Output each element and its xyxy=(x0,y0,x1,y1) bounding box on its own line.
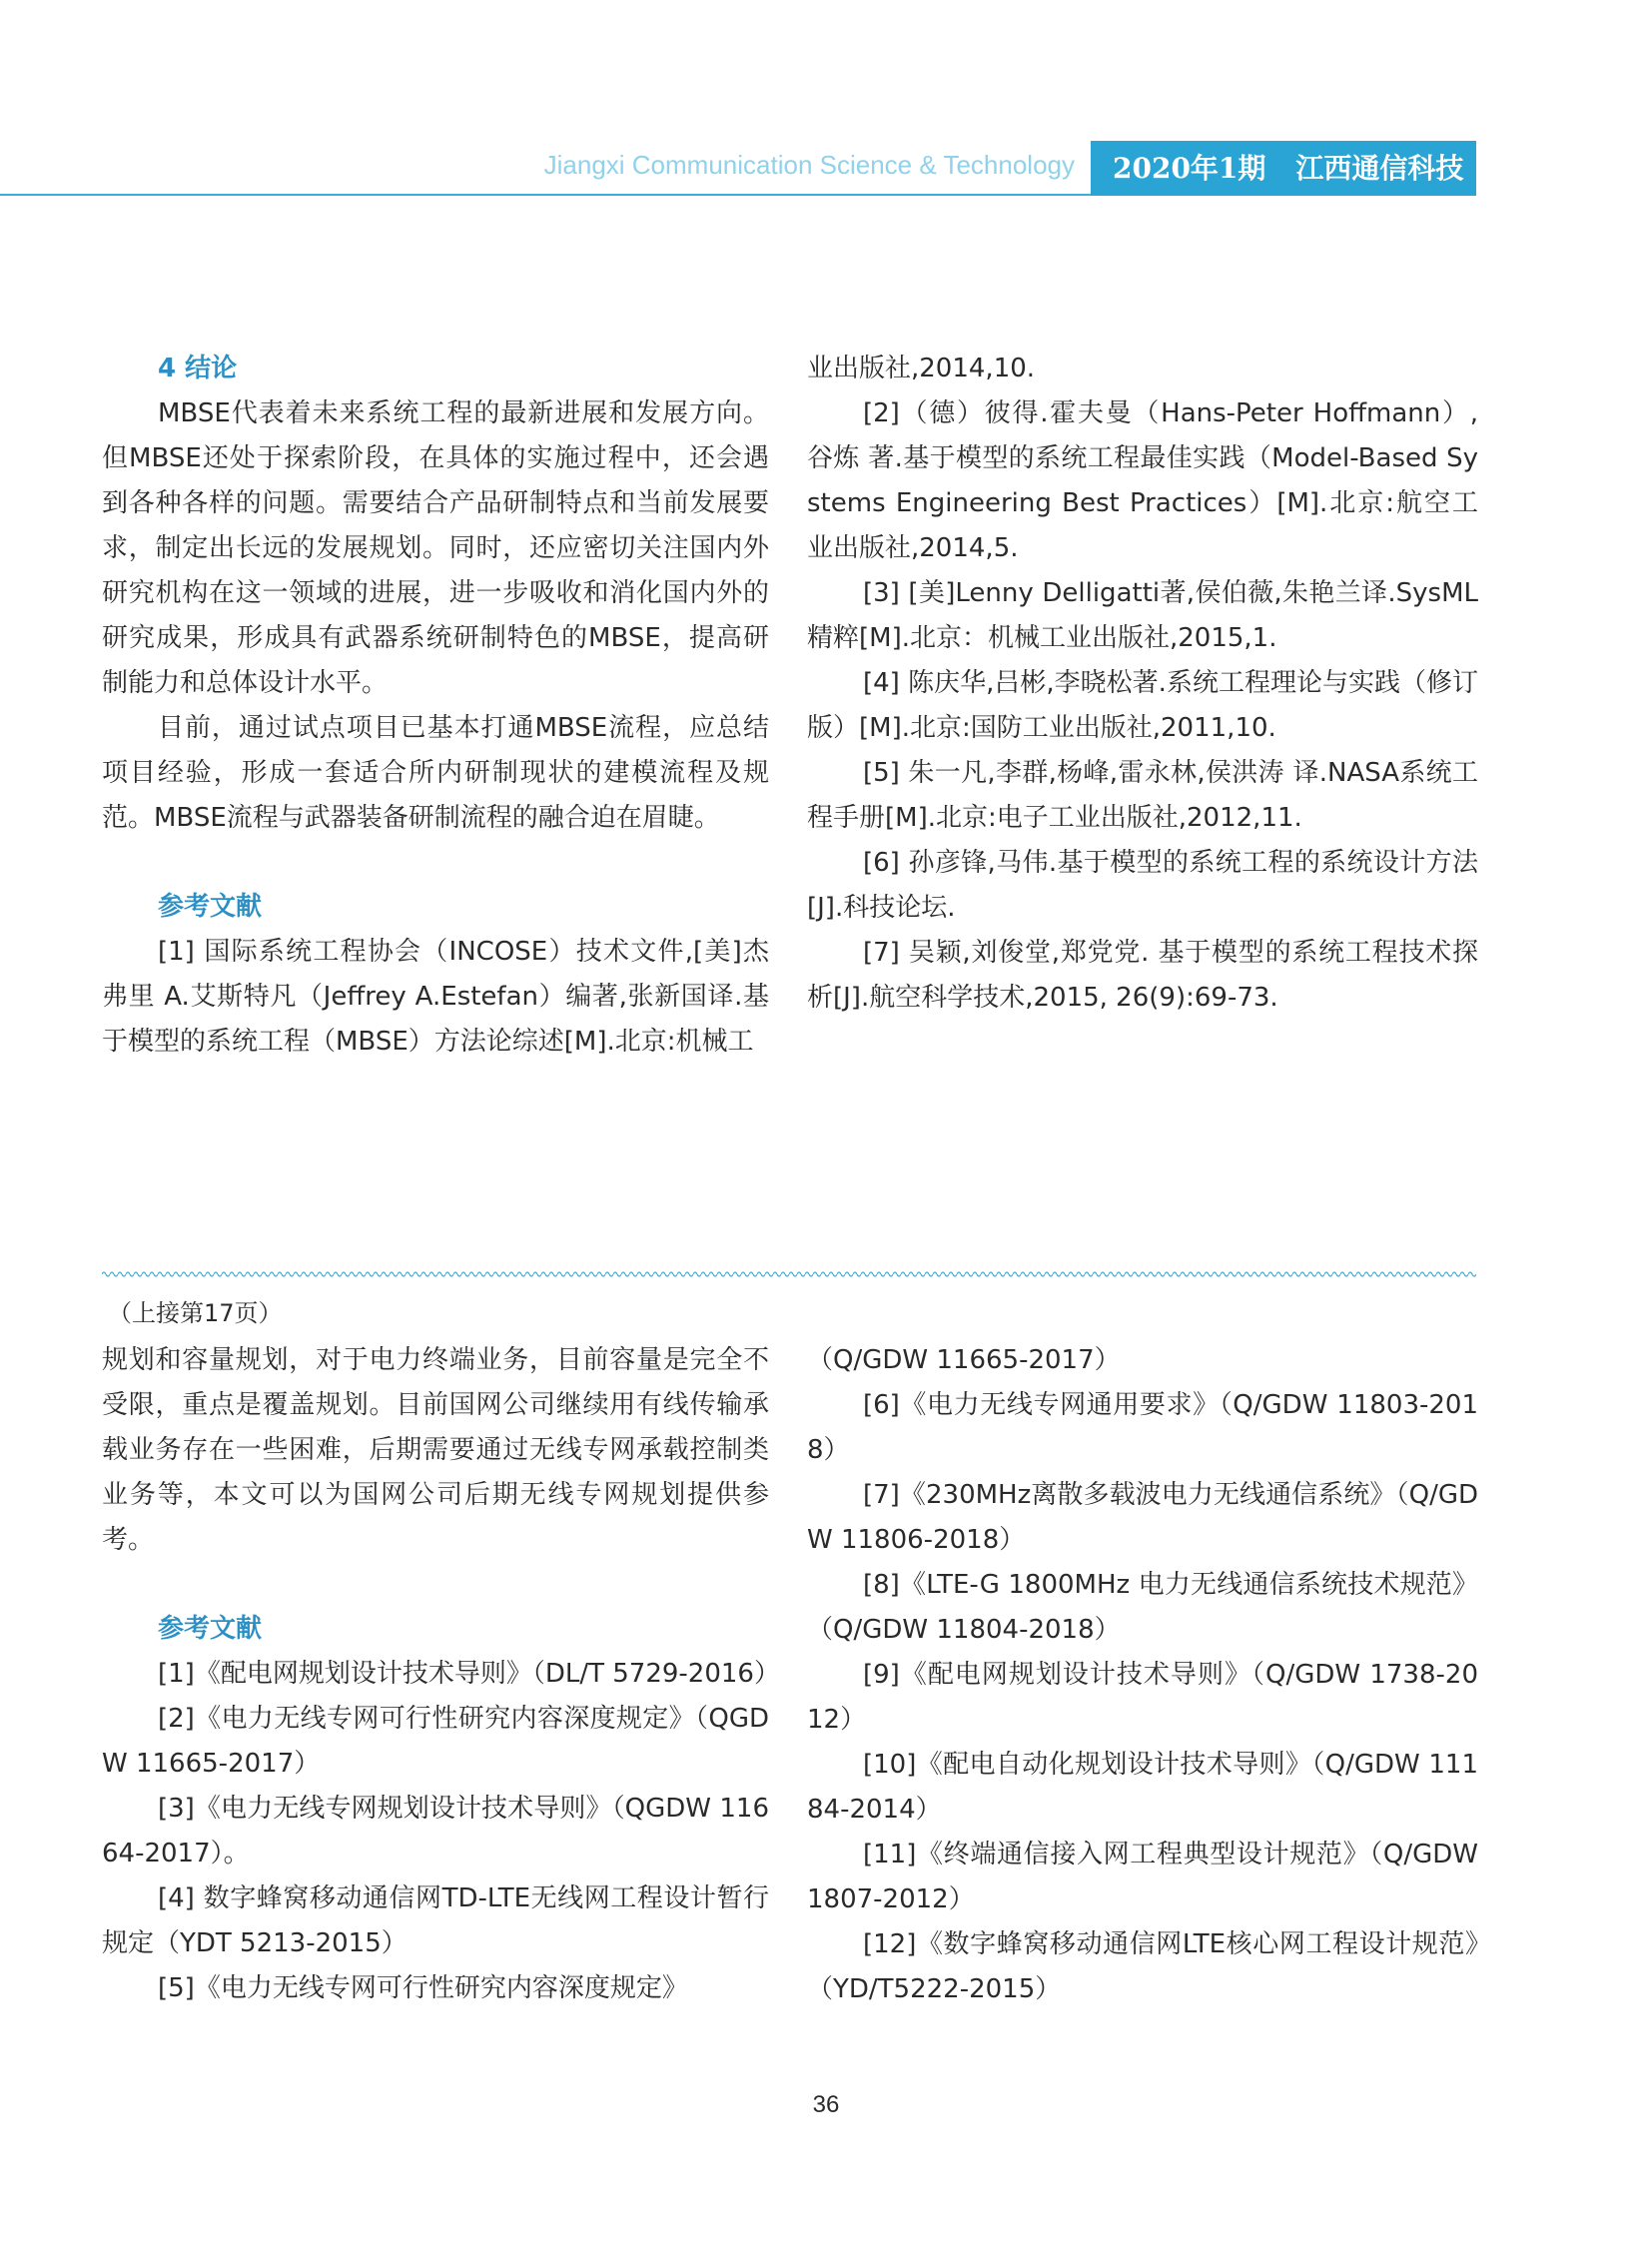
continued-paragraph: 规划和容量规划，对于电力终端业务，目前容量是完全不受限，重点是覆盖规划。目前国网公司继续用有线传输承载业务存在一些困难，后期需要通过无线专网承载控制类业务等，本文可以为国网公司后期无线专网规划提供参考。 xyxy=(102,1345,769,1555)
reference-item: [4] 陈庆华,吕彬,李晓松著.系统工程理论与实践（修订版）[M].北京:国防工业出版社,2011,10. xyxy=(807,668,1478,743)
reference-item: [12]《数字蜂窝移动通信网LTE核心网工程设计规范》（YD/T5222-2015） xyxy=(807,1929,1478,2004)
top-left-column xyxy=(102,347,769,1065)
references-heading-2: 参考文献 xyxy=(158,1614,263,1644)
reference-item: [4] 数字蜂窝移动通信网TD-LTE无线网工程设计暂行规定（YDT 5213-2015） xyxy=(102,1883,769,1958)
journal-english-title: Jiangxi Communication Science & Technology xyxy=(543,150,1075,180)
journal-chinese-title: 江西通信科技 xyxy=(1295,152,1464,185)
reference-item: [3]《电力无线专网规划设计技术导则》（QGDW 11664-2017）。 xyxy=(102,1794,769,1868)
conclusion-paragraph-2: 目前，通过试点项目已基本打通MBSE流程，应总结项目经验，形成一套适合所内研制现状的建模流程及规范。MBSE流程与武器装备研制流程的融合迫在眉睫。 xyxy=(102,713,769,833)
reference-item: [1] 国际系统工程协会（INCOSE）技术文件,[美]杰弗里 A.艾斯特凡（Jeffrey A.Estefan）编著,张新国译.基于模型的系统工程（MBSE）方法论综述[M].北京:机械工 xyxy=(102,937,769,1057)
reference-item: [5]《电力无线专网可行性研究内容深度规定》 xyxy=(158,1973,688,2003)
section-heading-conclusion: 4 结论 xyxy=(158,354,238,383)
reference-item: [1]《配电网规划设计技术导则》（DL/T 5729-2016） xyxy=(158,1659,780,1689)
reference-continuation: （Q/GDW 11665-2017） xyxy=(807,1345,1121,1375)
top-right-column xyxy=(807,347,1478,1021)
bottom-right-column xyxy=(807,1338,1478,2012)
page-number: 36 xyxy=(812,2091,840,2118)
reference-item: [5] 朱一凡,李群,杨峰,雷永林,侯洪涛 译.NASA系统工程手册[M].北京:电子工业出版社,2012,11. xyxy=(807,758,1478,833)
reference-item: [3] [美]Lenny Delligatti著,侯伯薇,朱艳兰译.SysML精粹[M].北京：机械工业出版社,2015,1. xyxy=(807,578,1478,653)
issue-banner xyxy=(1091,141,1476,196)
section-divider xyxy=(102,1270,1476,1278)
reference-item: [6] 孙彦锋,马伟.基于模型的系统工程的系统设计方法[J].科技论坛. xyxy=(807,848,1478,923)
reference-item: [11]《终端通信接入网工程典型设计规范》（Q/GDW1807-2012） xyxy=(807,1840,1478,1914)
reference-item: [10]《配电自动化规划设计技术导则》（Q/GDW 11184-2014） xyxy=(807,1750,1478,1825)
reference-item: [2]（德）彼得.霍夫曼（Hans-Peter Hoffmann）,谷炼 著.基于模型的系统工程最佳实践（Model-Based Systems Engineering Best Practices）[M].北京:航空工业出版社,2014,5. xyxy=(807,398,1478,563)
bottom-left-column xyxy=(102,1338,780,2011)
references-heading-1: 参考文献 xyxy=(158,892,263,922)
continued-from-note: （上接第17页） xyxy=(108,1299,283,1327)
reference-item: [7] 吴颖,刘俊堂,郑党党. 基于模型的系统工程技术探析[J].航空科学技术,2015, 26(9):69-73. xyxy=(807,938,1478,1013)
conclusion-paragraph-1: MBSE代表着未来系统工程的最新进展和发展方向。但MBSE还处于探索阶段，在具体的实施过程中，还会遇到各种各样的问题。需要结合产品研制特点和当前发展要求，制定出长远的发展规划。同时，还应密切关注国内外研究机构在这一领域的进展，进一步吸收和消化国内外的研究成果，形成具有武器系统研制特色的MBSE，提高研制能力和总体设计水平。 xyxy=(102,398,769,698)
issue-label: 2020年1期 xyxy=(1113,152,1266,185)
reference-item: [6]《电力无线专网通用要求》（Q/GDW 11803-2018） xyxy=(807,1390,1478,1465)
reference-item: [7]《230MHz离散多载波电力无线通信系统》（Q/GDW 11806-2018） xyxy=(807,1480,1478,1555)
reference-item: [2]《电力无线专网可行性研究内容深度规定》（QGDW 11665-2017） xyxy=(102,1704,769,1779)
reference-item: [9]《配电网规划设计技术导则》（Q/GDW 1738-2012） xyxy=(807,1660,1478,1735)
reference-continuation: 业出版社,2014,10. xyxy=(807,354,1036,383)
reference-item: [8]《LTE-G 1800MHz 电力无线通信系统技术规范》（Q/GDW 11804-2018） xyxy=(807,1570,1478,1645)
